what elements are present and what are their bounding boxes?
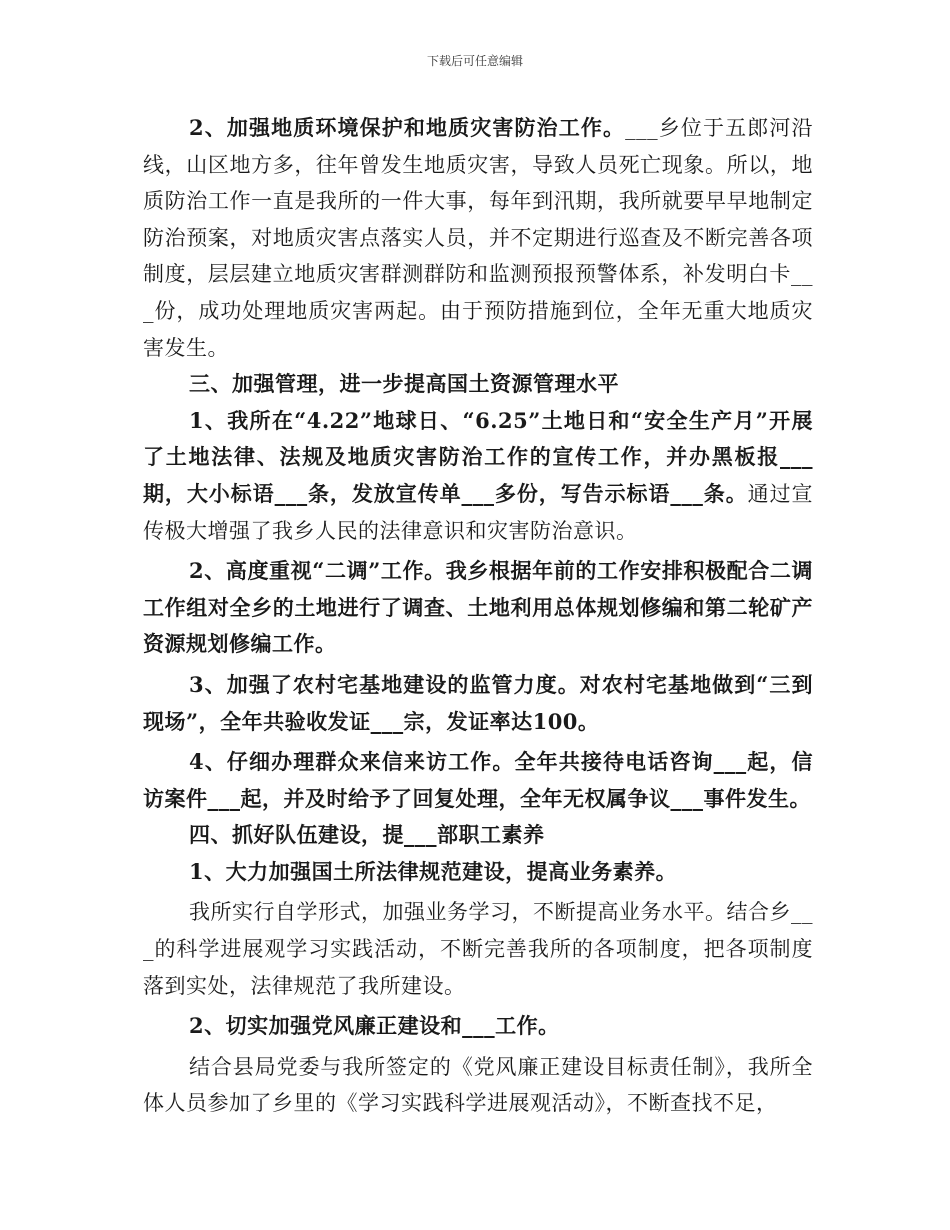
paragraph-text: 结合县局党委与我所签定的《党风廉正建设目标责任制》，我所全体人员参加了乡里的《学习实践科学进展观活动》，不断查找不足， xyxy=(143,1054,813,1116)
paragraph-petitions xyxy=(143,744,813,817)
section-heading-4 xyxy=(143,817,813,854)
paragraph-publicity xyxy=(143,403,813,549)
section-heading-3 xyxy=(143,366,813,403)
paragraph-lead: 4、仔细办理群众来信来访工作。全年共接待电话咨询___起，信访案件___起，并及时给予了回复处理，全年无权属争议___事件发生。 xyxy=(143,749,813,811)
paragraph-self-study xyxy=(143,894,813,1004)
paragraph-lead: 1、大力加强国土所法律规范建设，提高业务素养。 xyxy=(189,858,678,884)
paragraph-lead: 1、我所在“4.22”地球日、“6.25”土地日和“安全生产月”开展了土地法律、法规及地质灾害防治工作的宣传工作，并办黑板报___期，大小标语___条，发放宣传单___多份，写告示标语___条。 xyxy=(143,407,813,506)
paragraph-lead: 2、高度重视“二调”工作。我乡根据年前的工作安排积极配合二调工作组对全乡的土地进行了调查、土地利用总体规划修编和第二轮矿产资源规划修编工作。 xyxy=(143,558,813,657)
paragraph-geo-hazard xyxy=(143,110,813,366)
paragraph-lead: 2、切实加强党风廉正建设和___工作。 xyxy=(189,1013,560,1039)
paragraph-text: ___乡位于五郎河沿线，山区地方多，往年曾发生地质灾害，导致人员死亡现象。所以，地质防治工作一直是我所的一件大事，每年到汛期，我所就要早早地制定防治预案，对地质灾害点落实人员，并不定期进行巡查及不断完善各项制度，层层建立地质灾害群测群防和监测预报预警体系，补发明白卡___份，成功处理地质灾害两起。由于预防措施到位，全年无重大地质灾害发生。 xyxy=(143,116,813,360)
paragraph-second-survey xyxy=(143,553,813,663)
document-body xyxy=(143,110,813,1122)
page-header: 下载后可任意编辑 xyxy=(426,54,523,68)
section-heading-text: 四、抓好队伍建设，提___部职工素养 xyxy=(189,822,545,848)
paragraph-responsibility xyxy=(143,1049,813,1122)
paragraph-party-conduct xyxy=(143,1008,813,1045)
paragraph-text: 我所实行自学形式，加强业务学习，不断提高业务水平。结合乡___的科学进展观学习实践活动，不断完善我所的各项制度，把各项制度落到实处，法律规范了我所建设。 xyxy=(143,900,813,998)
paragraph-text: 通过宣传极大增强了我乡人民的法律意识和灾害防治意识。 xyxy=(143,481,813,543)
paragraph-homestead xyxy=(143,667,813,740)
paragraph-lead: 2、加强地质环境保护和地质灾害防治工作。 xyxy=(189,115,626,140)
section-heading-text: 三、加强管理，进一步提高国土资源管理水平 xyxy=(189,371,619,397)
paragraph-lead: 3、加强了农村宅基地建设的监管力度。对农村宅基地做到“三到现场”，全年共验收发证___宗，发证率达100。 xyxy=(143,671,813,734)
paragraph-legal-building xyxy=(143,854,813,891)
